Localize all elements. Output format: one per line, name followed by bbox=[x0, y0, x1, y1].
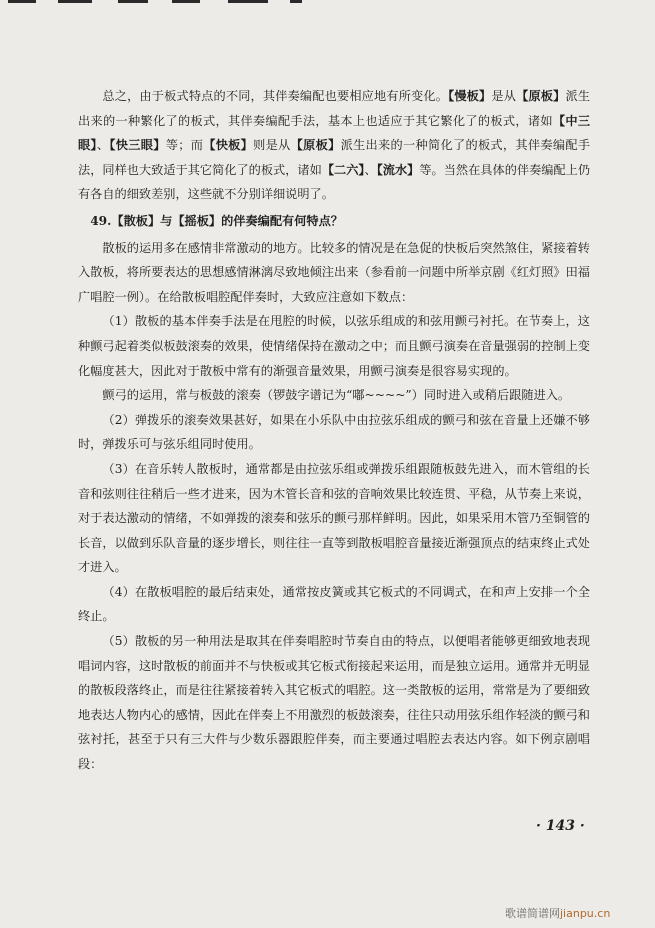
paragraph-point-1: （1）散板的基本伴奏手法是在甩腔的时候，以弦乐组成的和弦用颤弓衬托。在节奏上，这种颤弓起着类似板鼓滚奏的效果，使情绪保持在激动之中；而且颤弓演奏在音量强弱的控制上变化幅度甚大，因此对于散板中常有的渐强音量效果，用颤弓演奏是很容易实现的。 bbox=[78, 314, 590, 378]
paragraph-summary: 总之，由于板式特点的不同，其伴奏编配也要相应地有所变化。【慢板】是从【原板】派生出来的一种繁化了的板式，其伴奏编配手法，基本上也适应于其它繁化了的板式，诸如【中三眼】、【快三眼】等；而【快板】则是从【原板】派生出来的一种简化了的板式，其伴奏编配手法，同样也大致适于其它简化了的板式，诸如【二六】、【流水】等。当然在具体的伴奏编配上仍有各自的细致差别，这些就不分别详细说明了。 bbox=[78, 89, 591, 202]
paragraph-point-4: （4）在散板唱腔的最后结束处，通常按皮簧或其它板式的不同调式，在和声上安排一个全终止。 bbox=[78, 584, 590, 624]
paragraph-point-5: （5）散板的另一种用法是取其在伴奏唱腔时节奏自由的特点，以便唱者能够更细致地表现唱词内容，这时散板的前面并不与快板或其它板式衔接起来运用，而是独立运用。通常并无明显的散板段落终止，而是往往紧接着转入其它板式的唱腔。这一类散板的运用，常常是为了要细致地表达人物内心的感情，因此在伴奏上不用激烈的板鼓滚奏，往往只动用弦乐组作轻淡的颤弓和弦衬托，甚至于只有三大件与少数乐器跟腔伴奏，而主要通过唱腔去表达内容。如下例京剧唱段： bbox=[78, 634, 590, 772]
paragraph-tremolo-note: 颤弓的运用，常与板鼓的滚奏（锣鼓字谱记为“嘟~~~~”）同时进入或稍后跟随进入。 bbox=[102, 388, 571, 403]
page-body bbox=[78, 84, 590, 777]
question-heading: 49.【散板】与【摇板】的伴奏编配有何特点？ bbox=[90, 213, 343, 228]
paragraph-point-3: （3）在音乐转人散板时，通常都是由拉弦乐组或弹拨乐组跟随板鼓先进入，而木管组的长音和弦则往往稍后一些才进来，因为木管长音和弦的音响效果比较连贯、平稳，从节奏上来说，对于表达激动的情绪，不如弹拨的滚奏和弦乐的颤弓那样鲜明。因此，如果采用木管乃至铜管的长音，以做到乐队音量的逐步增长，则往往一直等到散板唱腔音量接近渐强顶点的结束终止式处才进入。 bbox=[78, 461, 590, 575]
watermark bbox=[505, 905, 610, 921]
page-number: · 143 · bbox=[536, 818, 585, 834]
paragraph-point-2: （2）弹拨乐的滚奏效果甚好，如果在小乐队中由拉弦乐组成的颤弓和弦在音量上还嫌不够时，弹拨乐可与弦乐组同时使用。 bbox=[78, 412, 590, 452]
paragraph-intro: 散板的运用多在感情非常激动的地方。比较多的情况是在急促的快板后突然煞住，紧接着转入散板，将所要表达的思想感情淋漓尽致地倾注出来（参看前一问题中所举京剧《红灯照》田福广唱腔一例）。在给散板唱腔配伴奏时，大致应注意如下数点： bbox=[78, 240, 590, 304]
watermark-site-url: jianpu.cn bbox=[560, 907, 611, 920]
watermark-site-name: 歌谱简谱网 bbox=[505, 907, 560, 920]
